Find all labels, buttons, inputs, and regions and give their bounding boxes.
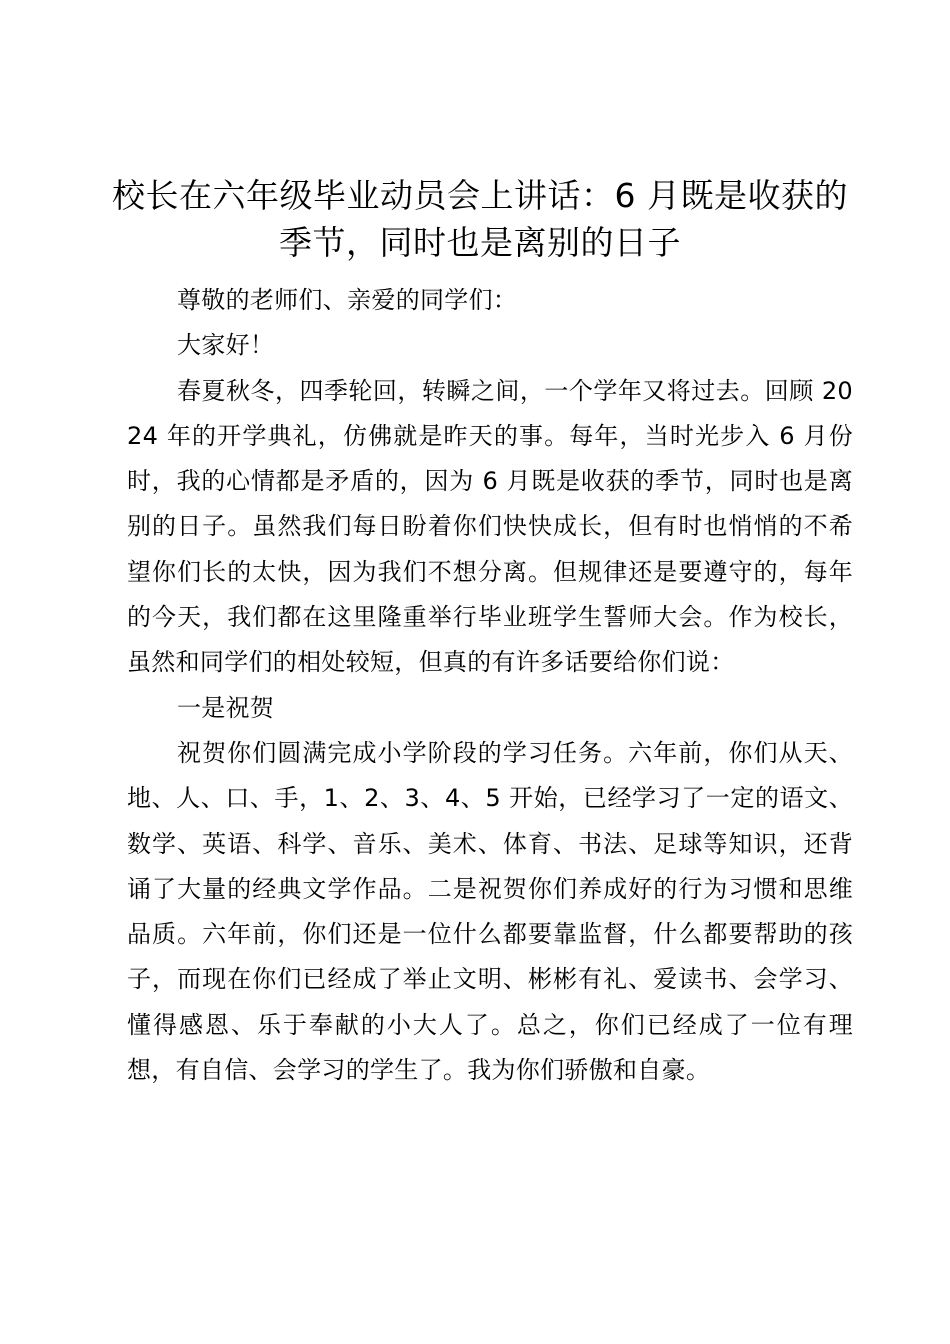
- document-title: 校长在六年级毕业动员会上讲话：6 月既是收获的季节，同时也是离别的日子: [112, 176, 848, 262]
- paragraph-intro: 春夏秋冬，四季轮回，转瞬之间，一个学年又将过去。回顾 2024 年的开学典礼，仿佛就是昨天的事。每年，当时光步入 6 月份时，我的心情都是矛盾的，因为 6 月既是收获的季节，同时也是离别的日子。虽然我们每日盼着你们快快成长，但有时也悄悄的不希望你们长的太快，因为我们不想分离。但规律还是要遵守的，每年的今天，我们都在这里隆重举行毕业班学生誓师大会。作为校长，虽然和同学们的相处较短，但真的有许多话要给你们说：: [127, 376, 853, 677]
- paragraph-salutation: 尊敬的老师们、亲爱的同学们：: [177, 286, 518, 314]
- paragraph-greeting: 大家好！: [177, 331, 275, 360]
- paragraph-congratulations: 祝贺你们圆满完成小学阶段的学习任务。六年前，你们从天、地、人、口、手，1、2、3、4、5 开始，已经学习了一定的语文、数学、英语、科学、音乐、美术、体育、书法、足球等知识，还背诵了大量的经典文学作品。二是祝贺你们养成好的行为习惯和思维品质。六年前，你们还是一位什么都要靠监督，什么都要帮助的孩子，而现在你们已经成了举止文明、彬彬有礼、爱读书、会学习、懂得感恩、乐于奉献的小大人了。总之，你们已经成了一位有理想，有自信、会学习的学生了。我为你们骄傲和自豪。: [127, 738, 853, 1085]
- paragraph-section-heading: 一是祝贺: [177, 693, 275, 722]
- document-body: [127, 278, 853, 1093]
